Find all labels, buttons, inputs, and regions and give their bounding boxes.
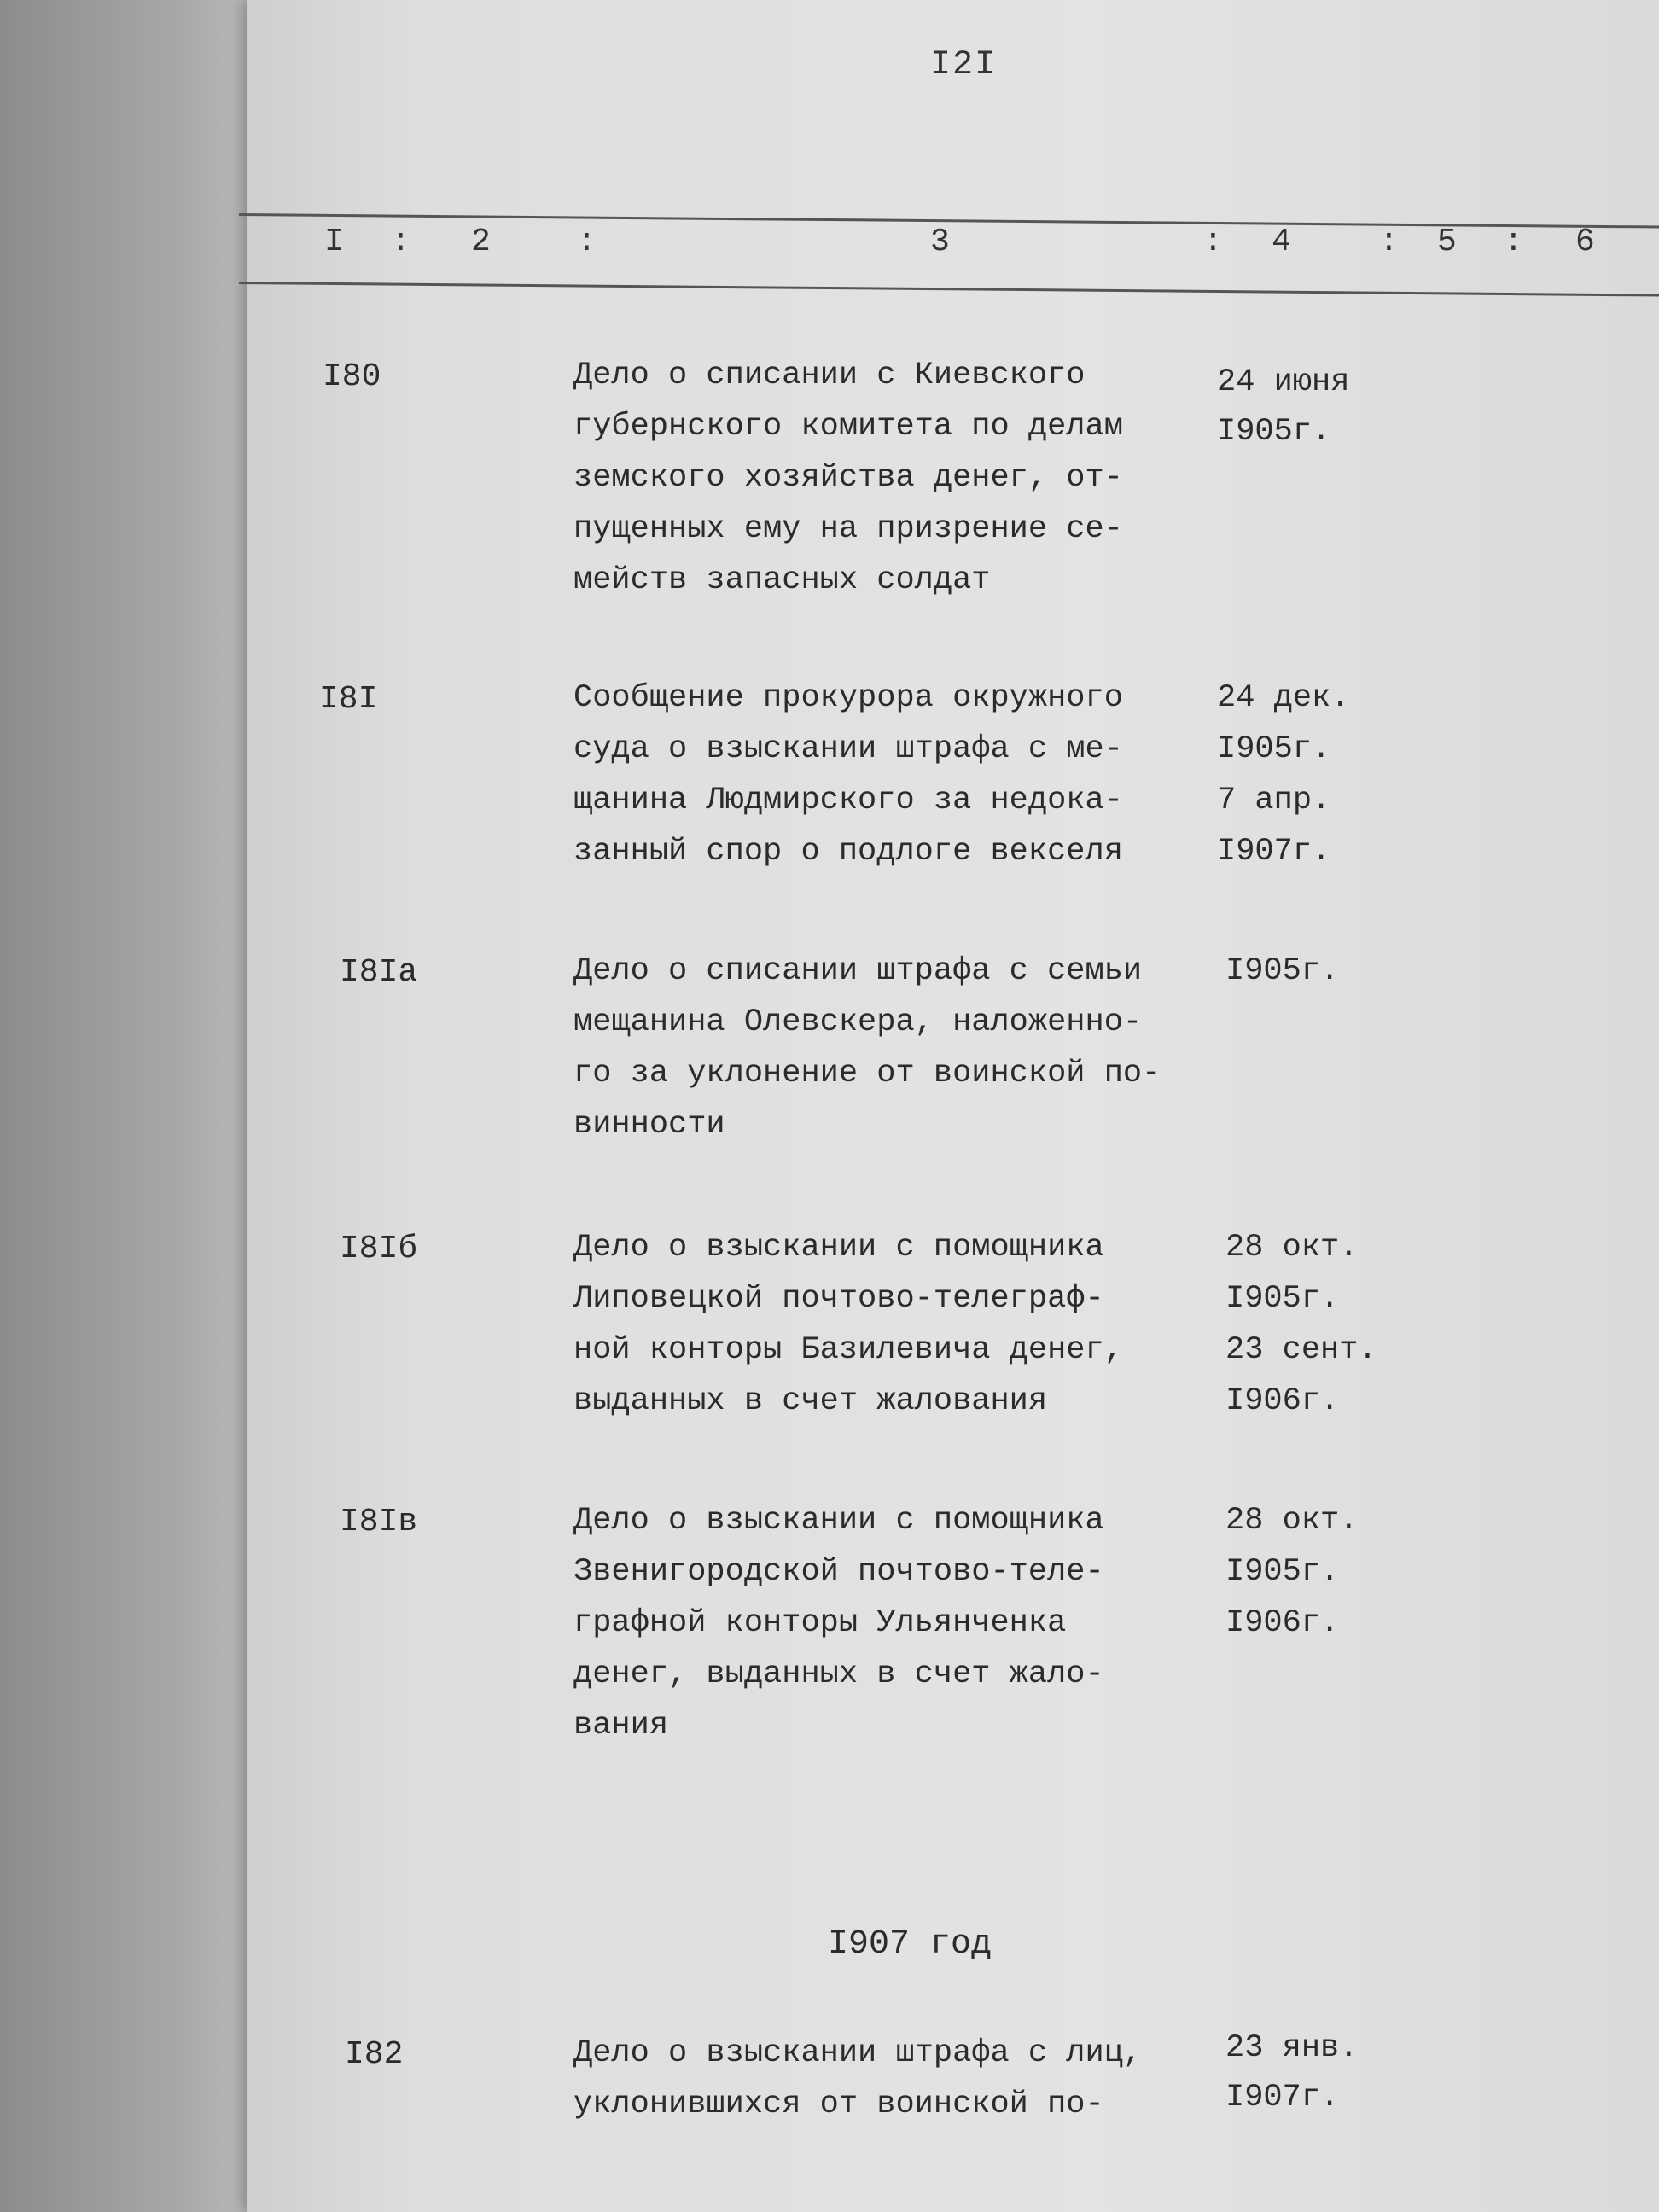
entry-title-line: Дело о взыскании с помощника [573, 1503, 1104, 1539]
entry-date: 23 янв. [1225, 2030, 1359, 2066]
entry-title-line: Дело о взыскании с помощника [573, 1230, 1104, 1266]
header-bottom-rule [239, 282, 1659, 297]
entry-date: I905г. [1217, 414, 1331, 450]
entry-title-line: денег, выданных в счет жало- [573, 1656, 1104, 1692]
entry-number: I8I [319, 681, 378, 718]
entry-date: I905г. [1225, 1554, 1340, 1590]
entry-title-line: вания [573, 1708, 669, 1743]
entry-date: I907г. [1225, 2080, 1340, 2116]
year-heading: I907 год [828, 1925, 992, 1964]
entry-title-line: ной конторы Базилевича денег, [573, 1332, 1123, 1368]
entry-date: I907г. [1217, 834, 1331, 870]
entry-title-line: земского хозяйства денег, от- [573, 460, 1123, 496]
entry-date: I906г. [1225, 1605, 1340, 1641]
column-header-sep: : [391, 224, 410, 260]
entry-title-line: щанина Людмирского за недока- [573, 783, 1123, 818]
entry-title-line: занный спор о подлоге векселя [573, 834, 1123, 870]
entry-date: 28 окт. [1225, 1230, 1359, 1266]
entry-date: 23 сент. [1225, 1332, 1377, 1368]
entry-title-line: го за уклонение от воинской по- [573, 1056, 1161, 1091]
entry-title-line: выданных в счет жалования [573, 1383, 1048, 1419]
entry-title-line: Дело о списании с Киевского [573, 358, 1086, 393]
entry-title-line: уклонившихся от воинской по- [573, 2087, 1104, 2122]
entry-title-line: винности [573, 1107, 725, 1143]
column-header-5: 5 [1437, 224, 1457, 260]
column-header-sep: : [577, 224, 597, 260]
entry-date: I905г. [1225, 953, 1340, 989]
entry-number: I8Iв [340, 1504, 418, 1540]
column-header-4: 4 [1272, 224, 1291, 260]
entry-title-line: Дело о взыскании штрафа с лиц, [573, 2035, 1143, 2071]
entry-date: 24 дек. [1217, 680, 1350, 716]
entry-title-line: Сообщение прокурора окружного [573, 680, 1123, 716]
column-header-1: I [324, 224, 344, 260]
entry-title-line: суда о взыскании штрафа с ме- [573, 731, 1123, 767]
entry-title-line: губернского комитета по делам [573, 409, 1123, 445]
entry-title-line: мейств запасных солдат [573, 562, 991, 598]
column-header-6: 6 [1575, 224, 1595, 260]
entry-date: 24 июня [1217, 364, 1350, 400]
entry-date: I905г. [1217, 731, 1331, 767]
entry-date: I906г. [1225, 1383, 1340, 1419]
entry-title-line: Звенигородской почтово-теле- [573, 1554, 1104, 1590]
column-header-sep: : [1379, 224, 1399, 260]
column-header-sep: : [1504, 224, 1523, 260]
previous-page-edge [0, 0, 256, 2212]
entry-number: I8Iа [340, 954, 418, 991]
entry-date: 28 окт. [1225, 1503, 1359, 1539]
page-number: I2I [930, 46, 998, 84]
entry-title-line: Дело о списании штрафа с семьи [573, 953, 1143, 989]
column-header-sep: : [1203, 224, 1223, 260]
document-page [247, 0, 1659, 2212]
entry-date: 7 апр. [1217, 783, 1331, 818]
entry-number: I8Iб [340, 1231, 418, 1267]
entry-title-line: графной конторы Ульянченка [573, 1605, 1067, 1641]
column-header-2: 2 [471, 224, 491, 260]
entry-title-line: Липовецкой почтово-телеграф- [573, 1281, 1104, 1317]
entry-date: I905г. [1225, 1281, 1340, 1317]
column-header-3: 3 [930, 224, 950, 260]
entry-number: I80 [323, 358, 381, 395]
entry-number: I82 [345, 2036, 404, 2073]
entry-title-line: мещанина Олевскера, наложенно- [573, 1004, 1143, 1040]
entry-title-line: пущенных ему на призрение се- [573, 511, 1123, 547]
